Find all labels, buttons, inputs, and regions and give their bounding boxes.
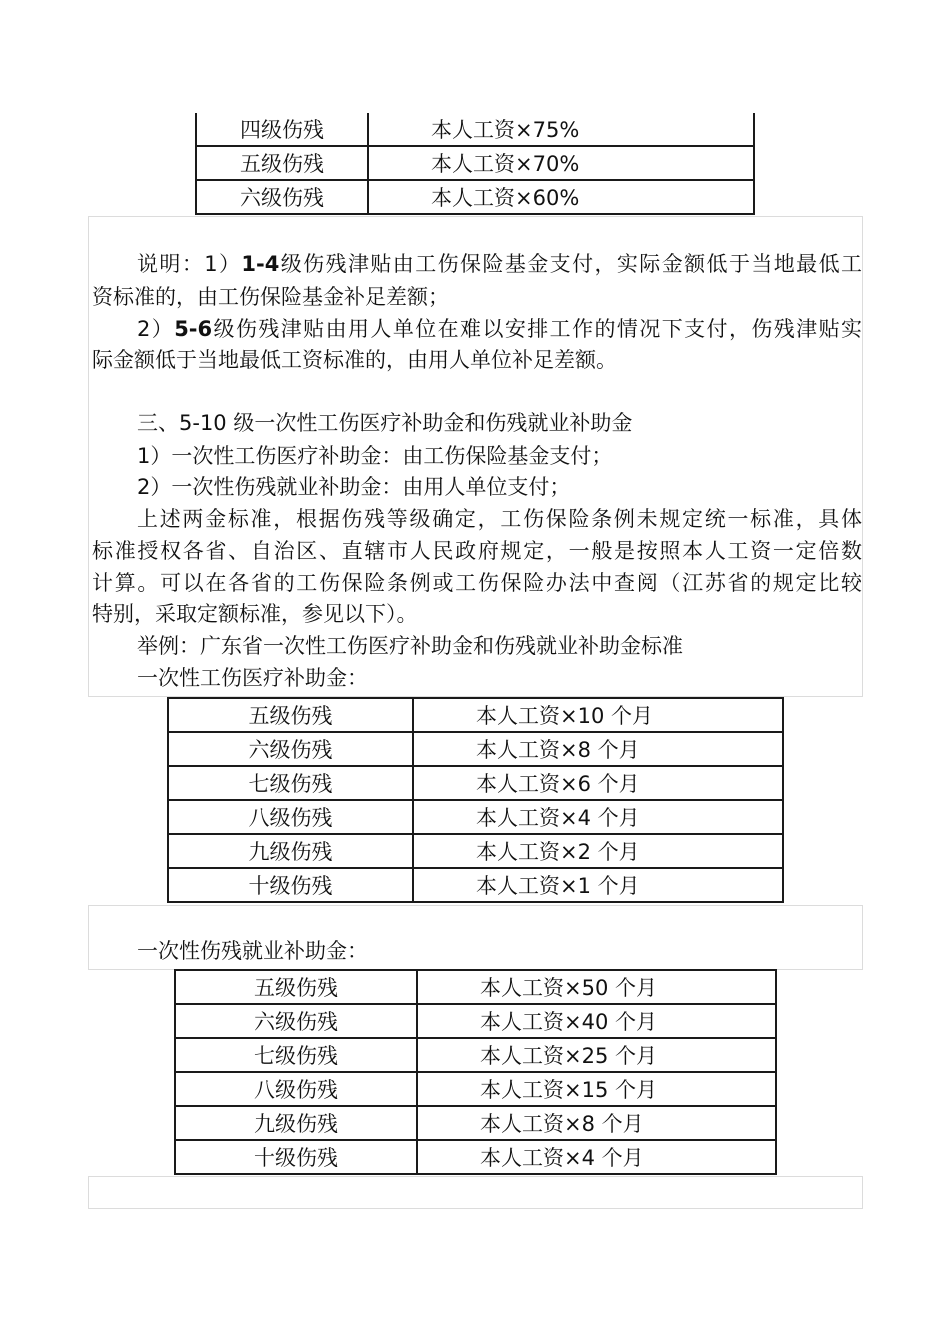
grade-cell: 十级伤残 [168, 868, 413, 902]
table-row [168, 800, 783, 834]
note-line-3 [92, 313, 862, 345]
value-cell: 本人工资×40 个月 [417, 1004, 776, 1038]
grade-cell: 九级伤残 [175, 1106, 417, 1140]
grade-cell: 七级伤残 [168, 766, 413, 800]
note-prefix: 说明：1） [137, 252, 242, 276]
paragraph-line: 特别，采取定额标准，参见以下）。 [92, 602, 418, 626]
grade-cell: 五级伤残 [168, 698, 413, 732]
value-cell: 本人工资×6 个月 [413, 766, 783, 800]
value-cell: 本人工资×60% [368, 180, 754, 214]
note-text: 级伤残津贴由工伤保险基金支付，实际金额低于当地最低工 [279, 252, 862, 276]
value-cell: 本人工资×8 个月 [413, 732, 783, 766]
employment-table-label: 一次性伤残就业补助金： [137, 939, 368, 963]
note-line-2: 资标准的，由工伤保险基金补足差额； [92, 285, 449, 309]
grade-cell: 六级伤残 [168, 732, 413, 766]
grade-cell: 四级伤残 [196, 113, 368, 146]
note-line-1 [92, 248, 862, 280]
paragraph-line: 标准授权各省、自治区、直辖市人民政府规定，一般是按照本人工资一定倍数 [92, 539, 862, 563]
grade-cell: 五级伤残 [175, 970, 417, 1004]
paragraph-line: 计算。可以在各省的工伤保险条例或工伤保险办法中查阅（江苏省的规定比较 [92, 571, 862, 595]
grade-cell: 六级伤残 [196, 180, 368, 214]
example-line: 举例：广东省一次性工伤医疗补助金和伤残就业补助金标准 [137, 634, 683, 658]
table-row [196, 146, 754, 180]
note-text: 级伤残津贴由用人单位在难以安排工作的情况下支付，伤残津贴实 [212, 317, 862, 341]
list-item: 1）一次性工伤医疗补助金：由工伤保险基金支付； [137, 444, 613, 468]
grade-cell: 九级伤残 [168, 834, 413, 868]
value-cell: 本人工资×25 个月 [417, 1038, 776, 1072]
table-row [175, 1072, 776, 1106]
value-cell: 本人工资×10 个月 [413, 698, 783, 732]
value-cell: 本人工资×50 个月 [417, 970, 776, 1004]
value-cell: 本人工资×2 个月 [413, 834, 783, 868]
table-row [175, 1140, 776, 1174]
table-row [175, 1106, 776, 1140]
grade-cell: 七级伤残 [175, 1038, 417, 1072]
note-line-4: 际金额低于当地最低工资标准的，由用人单位补足差额。 [92, 348, 617, 372]
section-heading: 三、5-10 级一次性工伤医疗补助金和伤残就业补助金 [137, 411, 633, 435]
table-row [196, 113, 754, 146]
table-row [168, 766, 783, 800]
employment-subsidy-table [174, 969, 777, 1175]
grade-cell: 六级伤残 [175, 1004, 417, 1038]
text-frame [88, 1176, 863, 1209]
table-row [168, 834, 783, 868]
paragraph-line: 上述两金标准，根据伤残等级确定，工伤保险条例未规定统一标准，具体 [137, 507, 862, 531]
grade-cell: 八级伤残 [175, 1072, 417, 1106]
grade-cell: 五级伤残 [196, 146, 368, 180]
table-row [168, 698, 783, 732]
table-row [196, 180, 754, 214]
note-bold-range: 5-6 [174, 317, 213, 341]
value-cell: 本人工资×4 个月 [417, 1140, 776, 1174]
medical-table-label: 一次性工伤医疗补助金： [137, 666, 368, 690]
table-row [168, 868, 783, 902]
value-cell: 本人工资×70% [368, 146, 754, 180]
grade-cell: 十级伤残 [175, 1140, 417, 1174]
disability-allowance-table [195, 113, 755, 215]
value-cell: 本人工资×4 个月 [413, 800, 783, 834]
value-cell: 本人工资×75% [368, 113, 754, 146]
note-prefix: 2） [137, 317, 175, 341]
note-bold-range: 1-4 [241, 252, 280, 276]
value-cell: 本人工资×1 个月 [413, 868, 783, 902]
table-row [175, 970, 776, 1004]
medical-subsidy-table [167, 697, 784, 903]
table-row [168, 732, 783, 766]
table-row [175, 1004, 776, 1038]
table-row [175, 1038, 776, 1072]
value-cell: 本人工资×8 个月 [417, 1106, 776, 1140]
grade-cell: 八级伤残 [168, 800, 413, 834]
list-item: 2）一次性伤残就业补助金：由用人单位支付； [137, 475, 571, 499]
value-cell: 本人工资×15 个月 [417, 1072, 776, 1106]
